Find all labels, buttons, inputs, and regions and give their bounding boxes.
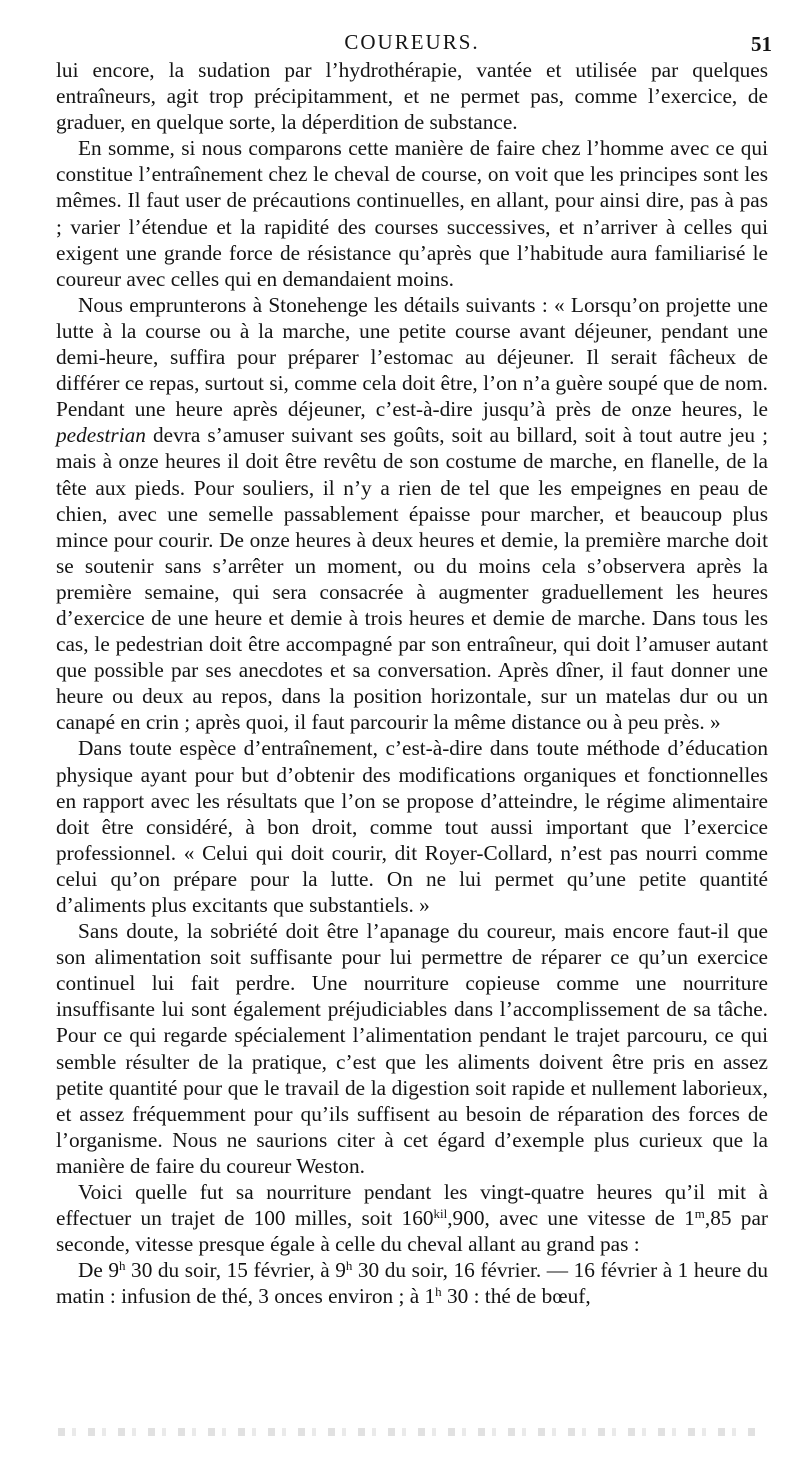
paragraph: [56, 918, 768, 1179]
body-text: [56, 57, 768, 1310]
paragraph: [56, 57, 768, 135]
text-segment: De 9: [78, 1258, 120, 1283]
text-segment: 30 du soir, 15 février, à 9: [125, 1258, 346, 1283]
text-segment: ,85 par seconde, vitesse presque égale à celle du cheval allant au grand pas :: [56, 1206, 768, 1257]
running-title: COUREURS.: [344, 30, 480, 54]
italic-text: pedestrian: [56, 423, 146, 448]
text-segment: Sans doute, la sobriété doit être l’apanage du coureur, mais encore faut-il que son alimentation soit suffisante pour lui permettre de réparer ce qu’un exercice continuel lui fait perdre. Une nourriture copieuse comme une nourriture insuffisante lui sont également préjudiciables dans l’accomplissement de sa tâche. Pour ce qui regarde spécialement l’alimentation pendant le trajet parcouru, ce qui semble résulter de la pratique, c’est que les aliments doivent être pris en assez petite quantité pour que le travail de la digestion soit rapide et nullement laborieux, et assez fréquemment pour qu’ils suffisent au besoin de réparation des forces de l’organisme. Nous ne saurions citer à cet égard d’exemple plus curieux que la manière de faire du coureur Weston.: [56, 919, 768, 1178]
running-head: [56, 30, 772, 58]
page-number: 51: [751, 32, 772, 56]
text-segment: 30 du soir, 16 février. — 16 février à 1 heure du matin : infusion de thé, 3 onces environ ; à 1: [56, 1258, 768, 1309]
superscript: m: [694, 1206, 705, 1222]
text-segment: Dans toute espèce d’entraînement, c’est-à-dire dans toute méthode d’éducation physique ayant pour but d’obtenir des modifications organiques et fonctionnelles en rapport avec les résultats que l’on se propose d’atteindre, le régime alimentaire doit être considéré, à bon droit, comme tout aussi important que l’exercice professionnel. « Celui qui doit courir, dit Royer-Collard, n’est pas nourri comme celui qu’on prépare pour la lutte. On ne lui permet qu’une petite quantité d’aliments plus excitants que substantiels. »: [56, 736, 768, 917]
text-segment: En somme, si nous comparons cette manière de faire chez l’homme avec ce qui constitue l’entraînement chez le cheval de course, on voit que les principes sont les mêmes. Il faut user de précautions continuelles, en allant, pour ainsi dire, pas à pas ; varier l’étendue et la rapidité des courses successives, et n’arriver à celles qui exigent une grande force de résistance qu’après que l’habitude aura familiarisé le coureur avec celles qui en demandaient moins.: [56, 136, 768, 291]
superscript: h: [119, 1258, 126, 1274]
text-segment: 30 : thé de bœuf,: [441, 1284, 591, 1309]
paragraph: [56, 135, 768, 292]
superscript: h: [345, 1258, 353, 1274]
superscript: h: [435, 1284, 442, 1300]
superscript: kil: [433, 1206, 448, 1222]
paragraph: [56, 292, 768, 736]
scan-artifact: [58, 1428, 758, 1436]
text-segment: devra s’amuser suivant ses goûts, soit au billard, soit à tout autre jeu ; mais à onze heures il doit être revêtu de son costume de marche, en flanelle, de la tête aux pieds. Pour souliers, il n’y a rien de tel que les empeignes en peau de chien, avec une semelle passablement épaisse pour marcher, et beaucoup plus mince pour courir. De onze heures à deux heures et demie, la première marche doit se soutenir sans s’arrêter un moment, ou du moins cela s’observera après la première semaine, qui sera consacrée à augmenter graduellement les heures d’exercice de une heure et demie à trois heures et demie de marche. Dans tous les cas, le pedestrian doit être accompagné par son entraîneur, qui doit l’amuser autant que possible par ses anecdotes et sa conversation. Après dîner, il faut donner une heure ou deux au repos, dans la position horizontale, sur un matelas dur ou un canapé en crin ; après quoi, il faut parcourir la même distance ou à peu près. »: [56, 423, 768, 735]
paragraph: [56, 735, 768, 918]
text-segment: Voici quelle fut sa nourriture pendant les vingt-quatre heures qu’il mit à effectuer un trajet de 100 milles, soit 160: [56, 1180, 768, 1231]
paragraph: [56, 1179, 768, 1257]
paragraph: [56, 1257, 768, 1309]
text-segment: Nous emprunterons à Stonehenge les détails suivants : « Lorsqu’on projette une lutte à la course ou à la marche, une petite course avant déjeuner, pendant une demi-heure, suffira pour préparer l’estomac au déjeuner. Il serait fâcheux de différer ce repas, surtout si, comme cela doit être, l’on n’a guère soupé que de nom. Pendant une heure après déjeuner, c’est-à-dire jusqu’à près de onze heures, le: [56, 292, 768, 422]
text-segment: lui encore, la sudation par l’hydrothérapie, vantée et utilisée par quelques entraîneurs, agit trop précipitamment, et ne permet pas, comme l’exercice, de graduer, en quelque sorte, la déperdition de substance.: [56, 58, 768, 135]
text-segment: ,900, avec une vitesse de 1: [447, 1206, 695, 1231]
